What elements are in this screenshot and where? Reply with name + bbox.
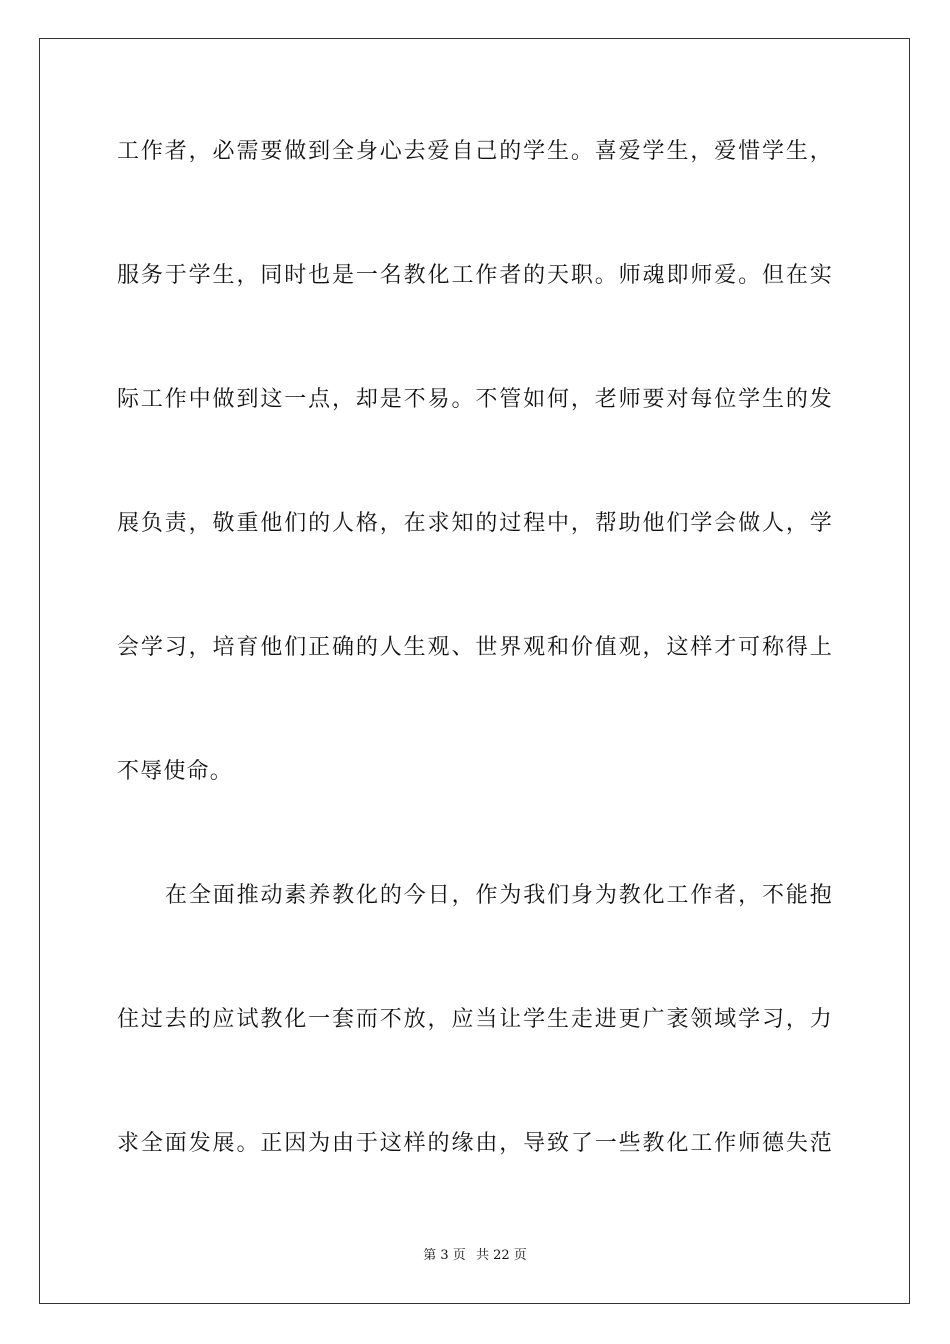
paragraph-first-line: 在全面推动素养教化的今日，作为我们身为教化工作者，不能抱 <box>165 883 833 908</box>
text-line: 工作者，必需要做到全身心去爱自己的学生。喜爱学生，爱惜学生， <box>117 139 833 164</box>
text-line: 住过去的应试教化一套而不放，应当让学生走进更广袤领域学习，力 <box>117 1007 833 1032</box>
page-number: 第 3 页 <box>423 1248 466 1263</box>
text-line: 会学习，培育他们正确的人生观、世界观和价值观，这样才可称得上 <box>117 635 833 660</box>
text-line: 不辱使命。 <box>117 759 234 784</box>
text-line: 际工作中做到这一点，却是不易。不管如何，老师要对每位学生的发 <box>117 387 833 412</box>
text-line: 服务于学生，同时也是一名教化工作者的天职。师魂即师爱。但在实 <box>117 263 833 288</box>
text-line: 求全面发展。正因为由于这样的缘由，导致了一些教化工作师德失范 <box>117 1131 833 1156</box>
page-frame <box>39 38 910 1304</box>
page-total: 共 22 页 <box>475 1248 527 1263</box>
text-line: 展负责，敬重他们的人格，在求知的过程中，帮助他们学会做人，学 <box>117 511 833 536</box>
page-footer <box>0 1244 950 1263</box>
